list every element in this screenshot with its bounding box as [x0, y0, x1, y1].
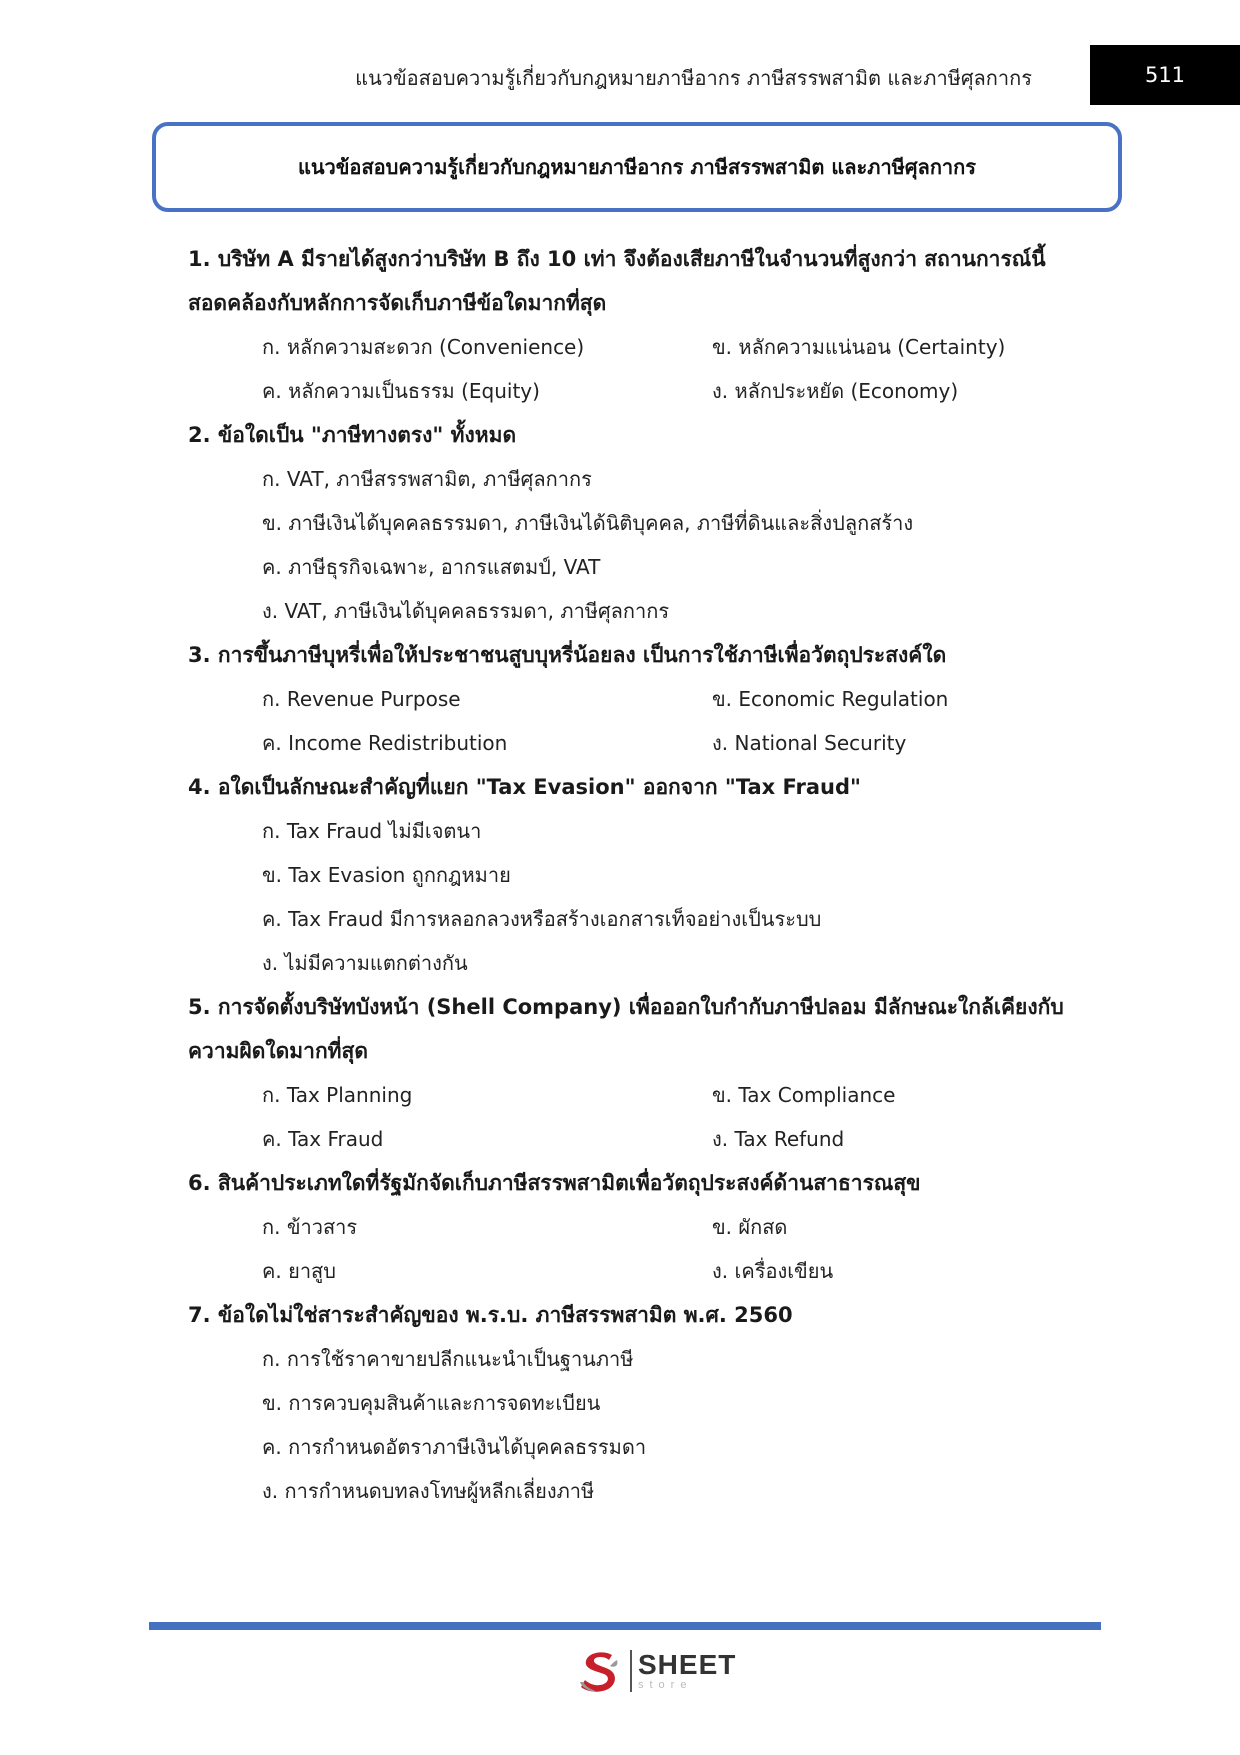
- option-c: ค. Tax Fraud มีการหลอกลวงหรือสร้างเอกสารเท็จอย่างเป็นระบบ: [262, 907, 822, 931]
- option-a: ก. Tax Planning: [262, 1083, 413, 1107]
- option-b: ข. Tax Compliance: [712, 1083, 896, 1107]
- option-b: ข. Tax Evasion ถูกกฎหมาย: [262, 863, 511, 887]
- option-b: ข. ภาษีเงินได้บุคคลธรรมดา, ภาษีเงินได้นิติบุคคล, ภาษีที่ดินและสิ่งปลูกสร้าง: [262, 511, 914, 535]
- option-a: ก. Tax Fraud ไม่มีเจตนา: [262, 819, 482, 843]
- question-2: [188, 413, 1088, 633]
- option-c: ค. ภาษีธุรกิจเฉพาะ, อากรแสตมป์, VAT: [262, 555, 601, 579]
- question-text: 3. การขึ้นภาษีบุหรี่เพื่อให้ประชาชนสูบบุหรี่น้อยลง เป็นการใช้ภาษีเพื่อวัตถุประสงค์ใด: [188, 643, 947, 667]
- option-a: ก. VAT, ภาษีสรรพสามิต, ภาษีศุลกากร: [262, 467, 592, 491]
- option-row: [188, 325, 1088, 369]
- question-6: [188, 1161, 1088, 1293]
- option-d: ง. VAT, ภาษีเงินได้บุคคลธรรมดา, ภาษีศุลกากร: [262, 599, 670, 623]
- option-c: ค. Income Redistribution: [262, 731, 508, 755]
- option-row: [188, 369, 1088, 413]
- logo-main-text: SHEET: [638, 1649, 737, 1680]
- running-header-title: แนวข้อสอบความรู้เกี่ยวกับกฎหมายภาษีอากร ภาษีสรรพสามิต และภาษีศุลกากร: [355, 66, 1032, 90]
- question-text: 2. ข้อใดเป็น "ภาษีทางตรง" ทั้งหมด: [188, 423, 517, 447]
- option-d: ง. Tax Refund: [712, 1127, 845, 1151]
- option-c: ค. Tax Fraud: [262, 1127, 384, 1151]
- sheet-store-s-logo-icon: [574, 1646, 624, 1696]
- option-d: ง. ไม่มีความแตกต่างกัน: [262, 951, 468, 975]
- logo-sub-text: store: [638, 1679, 693, 1691]
- option-a: ก. หลักความสะดวก (Convenience): [262, 335, 585, 359]
- question-text: 5. การจัดตั้งบริษัทบังหน้า (Shell Company) เพื่อออกใบกำกับภาษีปลอม มีลักษณะใกล้เคียงกับ: [188, 995, 1064, 1019]
- option-b: ข. ผักสด: [712, 1215, 788, 1239]
- option-d: ง. หลักประหยัด (Economy): [712, 379, 959, 403]
- option-row: [188, 721, 1088, 765]
- option-c: ค. หลักความเป็นธรรม (Equity): [262, 379, 540, 403]
- option-row: [188, 1205, 1088, 1249]
- option-b: ข. Economic Regulation: [712, 687, 949, 711]
- sheet-store-logo: [574, 1646, 736, 1696]
- question-text: 4. อใดเป็นลักษณะสำคัญที่แยก "Tax Evasion" ออกจาก "Tax Fraud": [188, 775, 861, 799]
- option-row: [188, 677, 1088, 721]
- question-text: 7. ข้อใดไม่ใช่สาระสำคัญของ พ.ร.บ. ภาษีสรรพสามิต พ.ศ. 2560: [188, 1303, 793, 1327]
- logo-divider: [630, 1650, 632, 1692]
- logo-wordmark: [638, 1651, 736, 1691]
- option-row: [188, 1117, 1088, 1161]
- question-text: สอดคล้องกับหลักการจัดเก็บภาษีข้อใดมากที่สุด: [188, 291, 607, 315]
- option-c: ค. การกำหนดอัตราภาษีเงินได้บุคคลธรรมดา: [262, 1435, 647, 1459]
- footer-divider: [149, 1622, 1101, 1630]
- question-list: [188, 237, 1088, 1513]
- question-3: [188, 633, 1088, 765]
- option-d: ง. National Security: [712, 731, 907, 755]
- question-7: [188, 1293, 1088, 1513]
- question-5: [188, 985, 1088, 1161]
- option-d: ง. การกำหนดบทลงโทษผู้หลีกเลี่ยงภาษี: [262, 1479, 595, 1503]
- question-1: [188, 237, 1088, 413]
- question-text: 6. สินค้าประเภทใดที่รัฐมักจัดเก็บภาษีสรรพสามิตเพื่อวัตถุประสงค์ด้านสาธารณสุข: [188, 1171, 921, 1195]
- option-row: [188, 1073, 1088, 1117]
- question-text: 1. บริษัท A มีรายได้สูงกว่าบริษัท B ถึง 10 เท่า จึงต้องเสียภาษีในจำนวนที่สูงกว่า สถานการณ์นี้: [188, 247, 1046, 271]
- option-b: ข. หลักความแน่นอน (Certainty): [712, 335, 1006, 359]
- question-4: [188, 765, 1088, 985]
- option-a: ก. ข้าวสาร: [262, 1215, 358, 1239]
- option-row: [188, 1249, 1088, 1293]
- option-a: ก. Revenue Purpose: [262, 687, 461, 711]
- section-title: แนวข้อสอบความรู้เกี่ยวกับกฎหมายภาษีอากร ภาษีสรรพสามิต และภาษีศุลกากร: [297, 155, 977, 179]
- option-a: ก. การใช้ราคาขายปลีกแนะนำเป็นฐานภาษี: [262, 1347, 634, 1371]
- option-c: ค. ยาสูบ: [262, 1259, 336, 1283]
- option-b: ข. การควบคุมสินค้าและการจดทะเบียน: [262, 1391, 601, 1415]
- page-number: 511: [1090, 45, 1240, 105]
- question-text: ความผิดใดมากที่สุด: [188, 1039, 368, 1063]
- option-d: ง. เครื่องเขียน: [712, 1259, 834, 1283]
- section-title-box: [152, 122, 1122, 212]
